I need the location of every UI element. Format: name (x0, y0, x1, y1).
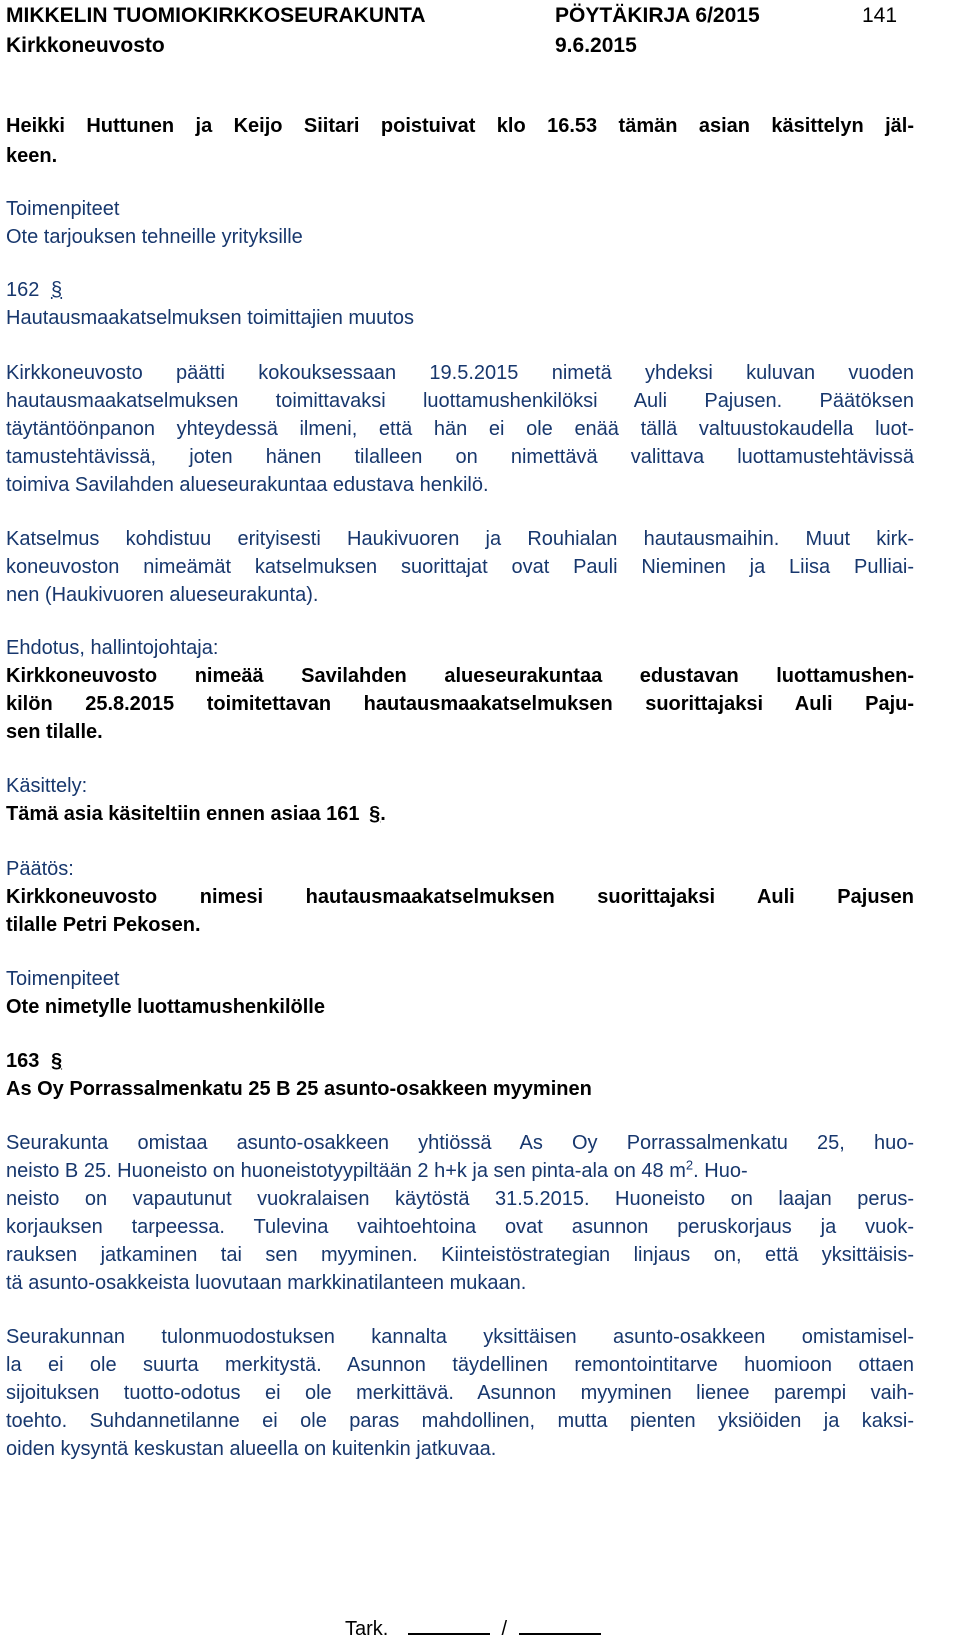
paragraph-line (6, 1157, 748, 1183)
actions-text: Ote nimetylle luottamushenkilölle (6, 996, 325, 1018)
paragraph-line: tamustehtävissä, joten hänen tilalleen on nimettävä valittava luottamustehtävissä (6, 446, 914, 468)
paragraph-line: sijoituksen tuotto-odotus ei ole merkittävä. Asunnon myyminen lienee parempi vaih- (6, 1382, 914, 1404)
decision-label: Päätös: (6, 858, 74, 880)
footer-separator: / (501, 1618, 508, 1640)
handling-label: Käsittely: (6, 775, 88, 797)
paragraph-line: täytäntöönpanon yhteydessä ilmeni, että hän ei ole enää tällä valtuustokaudella luot- (6, 418, 914, 440)
paragraph-line: rauksen jatkaminen tai sen myyminen. Kiinteistöstrategian linjaus on, että yksittäisis- (6, 1244, 914, 1266)
paragraph-line: hautausmaakatselmuksen toimittavaksi luottamushenkilöksi Auli Pajusen. Päätöksen (6, 390, 914, 412)
handling-period: . (380, 803, 386, 825)
handling-sentence: Tämä asia käsiteltiin ennen asiaa 161 (6, 803, 360, 825)
handling-text (6, 803, 386, 826)
paragraph-line: nen (Haukivuoren alueseurakunta). (6, 584, 319, 606)
document-number: PÖYTÄKIRJA 6/2015 (555, 4, 760, 27)
paragraph-text: . Huo- (693, 1160, 748, 1182)
proposal-line: sen tilalle. (6, 721, 103, 743)
section-number: 162 (6, 279, 40, 301)
paragraph-line: korjauksen tarpeessa. Tulevina vaihtoehtoina ovat asunnon peruskorjaus ja vuok- (6, 1216, 914, 1238)
paragraph-line: Katselmus kohdistuu erityisesti Haukivuoren ja Rouhialan hautausmaihin. Muut kirk- (6, 528, 914, 550)
intro-line-2: keen. (6, 145, 58, 167)
intro-line-1: Heikki Huttunen ja Keijo Siitari poistuivat klo 16.53 tämän asian käsittelyn jäl- (6, 115, 914, 137)
paragraph-line: koneuvoston nimeämät katselmuksen suorittajat ovat Pauli Nieminen ja Liisa Pulliai- (6, 556, 914, 578)
section-162-heading (6, 279, 62, 302)
actions-label: Toimenpiteet (6, 968, 120, 990)
paragraph-line: la ei ole suurta merkitystä. Asunnon täydellinen remontointitarve huomioon ottaen (6, 1354, 914, 1376)
meeting-date: 9.6.2015 (555, 34, 637, 57)
section-163-heading (6, 1050, 62, 1073)
actions-text: Ote tarjouksen tehneille yrityksille (6, 226, 303, 248)
section-sign: § (369, 803, 381, 825)
paragraph-line: toehto. Suhdannetilanne ei ole paras mahdollinen, mutta pienten yksiöiden ja kaksi- (6, 1410, 914, 1432)
decision-line: Kirkkoneuvosto nimesi hautausmaakatselmuksen suorittajaksi Auli Pajusen (6, 886, 914, 908)
signature-line (408, 1632, 490, 1635)
footer-check (345, 1618, 601, 1641)
paragraph-line: Seurakunta omistaa asunto-osakkeen yhtiössä As Oy Porrassalmenkatu 25, huo- (6, 1132, 914, 1154)
actions-label: Toimenpiteet (6, 198, 120, 220)
section-sign: § (50, 279, 63, 301)
proposal-label: Ehdotus, hallintojohtaja: (6, 637, 219, 659)
section-number: 163 (6, 1050, 40, 1072)
section-sign: § (50, 1050, 63, 1072)
proposal-line: kilön 25.8.2015 toimitettavan hautausmaakatselmuksen suorittajaksi Auli Paju- (6, 693, 914, 715)
paragraph-line: Seurakunnan tulonmuodostuksen kannalta yksittäisen asunto-osakkeen omistamisel- (6, 1326, 914, 1348)
footer-label: Tark. (345, 1618, 389, 1640)
paragraph-line: oiden kysyntä keskustan alueella on kuitenkin jatkuvaa. (6, 1438, 497, 1460)
org-name: MIKKELIN TUOMIOKIRKKOSEURAKUNTA (6, 4, 426, 27)
superscript: 2 (685, 1157, 694, 1173)
paragraph-text: neisto B 25. Huoneisto on huoneistotyypiltään 2 h+k ja sen pinta-ala on 48 m (6, 1160, 686, 1182)
proposal-line: Kirkkoneuvosto nimeää Savilahden alueseurakuntaa edustavan luottamushen- (6, 665, 914, 687)
page-number: 141 (862, 4, 898, 27)
section-163-title: As Oy Porrassalmenkatu 25 B 25 asunto-osakkeen myyminen (6, 1078, 592, 1100)
paragraph-line: Kirkkoneuvosto päätti kokouksessaan 19.5.2015 nimetä yhdeksi kuluvan vuoden (6, 362, 914, 384)
paragraph-line: neisto on vapautunut vuokralaisen käytöstä 31.5.2015. Huoneisto on laajan perus- (6, 1188, 914, 1210)
section-162-title: Hautausmaakatselmuksen toimittajien muutos (6, 307, 414, 329)
paragraph-line: tä asunto-osakkeista luovutaan markkinatilanteen mukaan. (6, 1272, 527, 1294)
decision-line: tilalle Petri Pekosen. (6, 914, 201, 936)
signature-line (519, 1632, 601, 1635)
paragraph-line: toimiva Savilahden alueseurakuntaa edustava henkilö. (6, 474, 489, 496)
meeting-body: Kirkkoneuvosto (6, 34, 165, 57)
